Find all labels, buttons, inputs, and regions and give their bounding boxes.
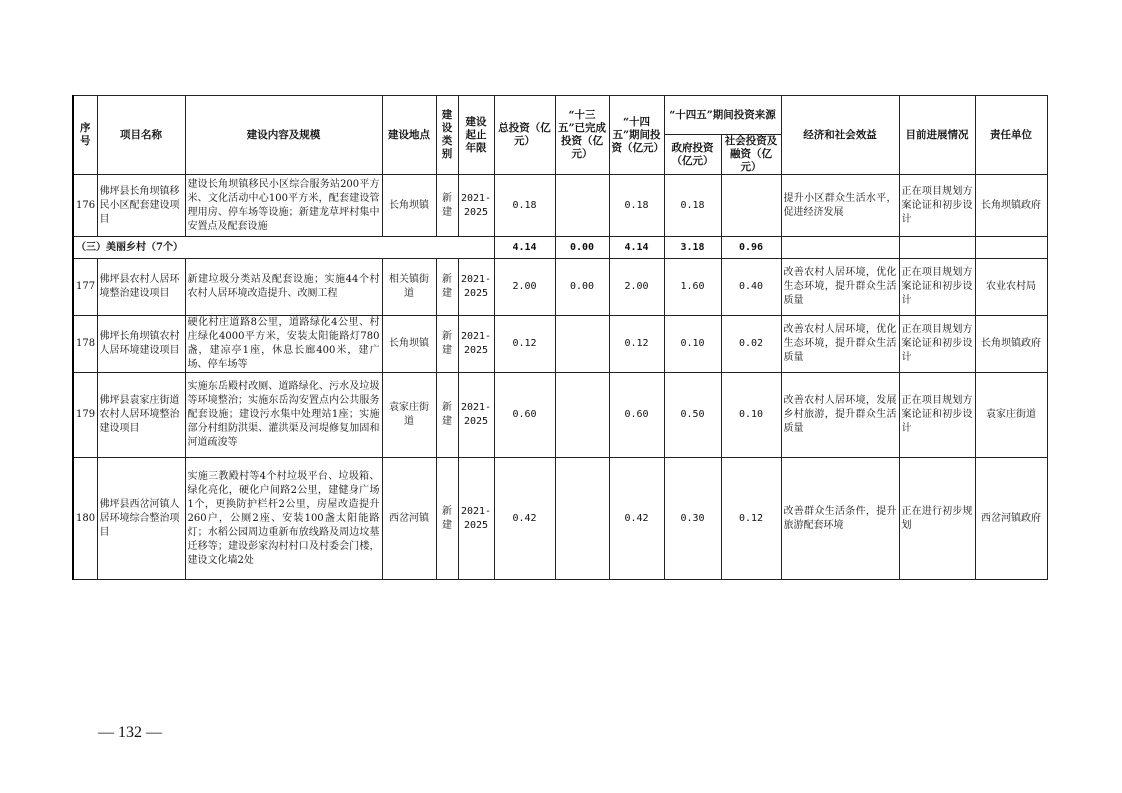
cell-name: 佛坪长角坝镇农村人居环境建设项目 [97, 316, 185, 373]
header-content: 建设内容及规模 [185, 96, 382, 175]
cell-unit: 农业农村局 [975, 259, 1047, 316]
project-table [72, 95, 1048, 580]
cell-unit: 长角坝镇政府 [975, 316, 1047, 373]
cell-social: 0.10 [721, 373, 781, 458]
cell-location: 袁家庄街道 [382, 373, 436, 458]
cell-plan14: 0.12 [609, 316, 664, 373]
cell-gov: 0.18 [664, 175, 721, 237]
cell-gov: 0.10 [664, 316, 721, 373]
header-type: 建设类别 [436, 96, 458, 175]
cell-unit: 西岔河镇政府 [975, 458, 1047, 580]
cell-content: 建设长角坝镇移民小区综合服务站200平方米、文化活动中心100平方米，配套建设管理用房、停车场等设施；新建龙草坪村集中安置点及配套设施 [185, 175, 382, 237]
cell-seq: 179 [73, 373, 97, 458]
cell-plan14: 0.42 [609, 458, 664, 580]
table-row [73, 259, 1047, 316]
cell-period: 2021-2025 [458, 316, 494, 373]
cell-name: 佛坪县长角坝镇移民小区配套建设项目 [97, 175, 185, 237]
section-empty-unit [975, 237, 1047, 259]
header-gov: 政府投资（亿元） [664, 135, 721, 175]
cell-location: 长角坝镇 [382, 316, 436, 373]
cell-done13 [555, 458, 609, 580]
cell-benefit: 改善农村人居环境，优化生态环境，提升群众生活质量 [781, 316, 899, 373]
page-number: — 132 — [98, 724, 162, 741]
header-done13: “十三五”已完成投资（亿元） [555, 96, 609, 175]
cell-location: 西岔河镇 [382, 458, 436, 580]
section-gov: 3.18 [664, 237, 721, 259]
header-plan14: “十四五”期间投资（亿元） [609, 96, 664, 175]
cell-done13 [555, 373, 609, 458]
section-social: 0.96 [721, 237, 781, 259]
cell-seq: 180 [73, 458, 97, 580]
cell-plan14: 0.60 [609, 373, 664, 458]
cell-name: 佛坪县袁家庄街道农村人居环境整治建设项目 [97, 373, 185, 458]
cell-location: 相关镇街道 [382, 259, 436, 316]
cell-gov: 1.60 [664, 259, 721, 316]
cell-social: 0.12 [721, 458, 781, 580]
header-period: 建设起止年限 [458, 96, 494, 175]
cell-social [721, 175, 781, 237]
cell-seq: 178 [73, 316, 97, 373]
cell-type: 新建 [436, 316, 458, 373]
cell-gov: 0.30 [664, 458, 721, 580]
cell-content: 硬化村庄道路8公里，道路绿化4公里、村庄绿化4000平方米，安装太阳能路灯780盏，建凉亭1座，休息长廊400米，建广场、停车场等 [185, 316, 382, 373]
cell-name: 佛坪县西岔河镇人居环境综合整治项目 [97, 458, 185, 580]
cell-seq: 176 [73, 175, 97, 237]
cell-benefit: 提升小区群众生活水平，促进经济发展 [781, 175, 899, 237]
cell-content: 新建垃圾分类站及配套设施；实施44个村农村人居环境改造提升、改厕工程 [185, 259, 382, 316]
header-social: 社会投资及融资（亿元） [721, 135, 781, 175]
cell-total: 2.00 [494, 259, 555, 316]
header-progress: 目前进展情况 [899, 96, 975, 175]
cell-done13 [555, 316, 609, 373]
header-total: 总投资（亿元） [494, 96, 555, 175]
header-unit: 责任单位 [975, 96, 1047, 175]
cell-plan14: 2.00 [609, 259, 664, 316]
header-seq: 序号 [73, 96, 97, 175]
cell-type: 新建 [436, 175, 458, 237]
cell-progress: 正在项目规划方案论证和初步设计 [899, 259, 975, 316]
section-empty-progress [899, 237, 975, 259]
cell-social: 0.02 [721, 316, 781, 373]
cell-social: 0.40 [721, 259, 781, 316]
cell-name: 佛坪县农村人居环境整治建设项目 [97, 259, 185, 316]
cell-gov: 0.50 [664, 373, 721, 458]
cell-progress: 正在项目规划方案论证和初步设计 [899, 175, 975, 237]
cell-benefit: 改善群众生活条件，提升旅游配套环境 [781, 458, 899, 580]
header-location: 建设地点 [382, 96, 436, 175]
cell-period: 2021-2025 [458, 175, 494, 237]
cell-done13: 0.00 [555, 259, 609, 316]
section-done13: 0.00 [555, 237, 609, 259]
cell-unit: 长角坝镇政府 [975, 175, 1047, 237]
cell-seq: 177 [73, 259, 97, 316]
cell-total: 0.12 [494, 316, 555, 373]
section-row [73, 237, 1047, 259]
cell-period: 2021-2025 [458, 373, 494, 458]
section-label: （三）美丽乡村（7个） [73, 237, 494, 259]
cell-done13 [555, 175, 609, 237]
cell-progress: 正在项目规划方案论证和初步设计 [899, 316, 975, 373]
header-name: 项目名称 [97, 96, 185, 175]
cell-period: 2021-2025 [458, 259, 494, 316]
table-row [73, 373, 1047, 458]
cell-unit: 袁家庄街道 [975, 373, 1047, 458]
cell-content: 实施三教殿村等4个村垃圾平台、垃圾箱、绿化亮化，硬化户间路2公里，建健身广场1个，更换防护栏杆2公里，房屋改造提升260户，公厕2座、安装100盏太阳能路灯；水稻公园周边重新布放线路及周边坟墓迁移等；建设彭家沟村村口及村委会门楼，建设文化墙2处 [185, 458, 382, 580]
cell-period: 2021-2025 [458, 458, 494, 580]
table-row [73, 175, 1047, 237]
cell-content: 实施东岳殿村改厕、道路绿化、污水及垃圾等环境整治；实施东岳沟安置点内公共服务配套设施；建设污水集中处理站1座；实施部分村组防洪渠、灌洪渠及河堤修复加固和河道疏浚等 [185, 373, 382, 458]
cell-benefit: 改善农村人居环境，优化生态环境，提升群众生活质量 [781, 259, 899, 316]
cell-location: 长角坝镇 [382, 175, 436, 237]
cell-total: 0.60 [494, 373, 555, 458]
cell-total: 0.18 [494, 175, 555, 237]
section-plan14: 4.14 [609, 237, 664, 259]
cell-benefit: 改善农村人居环境，发展乡村旅游，提升群众生活质量 [781, 373, 899, 458]
cell-type: 新建 [436, 373, 458, 458]
header-source-group: “十四五”期间投资来源 [664, 96, 781, 135]
cell-plan14: 0.18 [609, 175, 664, 237]
cell-progress: 正在项目规划方案论证和初步设计 [899, 373, 975, 458]
table-row [73, 316, 1047, 373]
cell-progress: 正在进行初步规划 [899, 458, 975, 580]
cell-type: 新建 [436, 259, 458, 316]
cell-total: 0.42 [494, 458, 555, 580]
section-empty-benefit [781, 237, 899, 259]
header-benefit: 经济和社会效益 [781, 96, 899, 175]
section-total: 4.14 [494, 237, 555, 259]
table-row [73, 458, 1047, 580]
cell-type: 新建 [436, 458, 458, 580]
